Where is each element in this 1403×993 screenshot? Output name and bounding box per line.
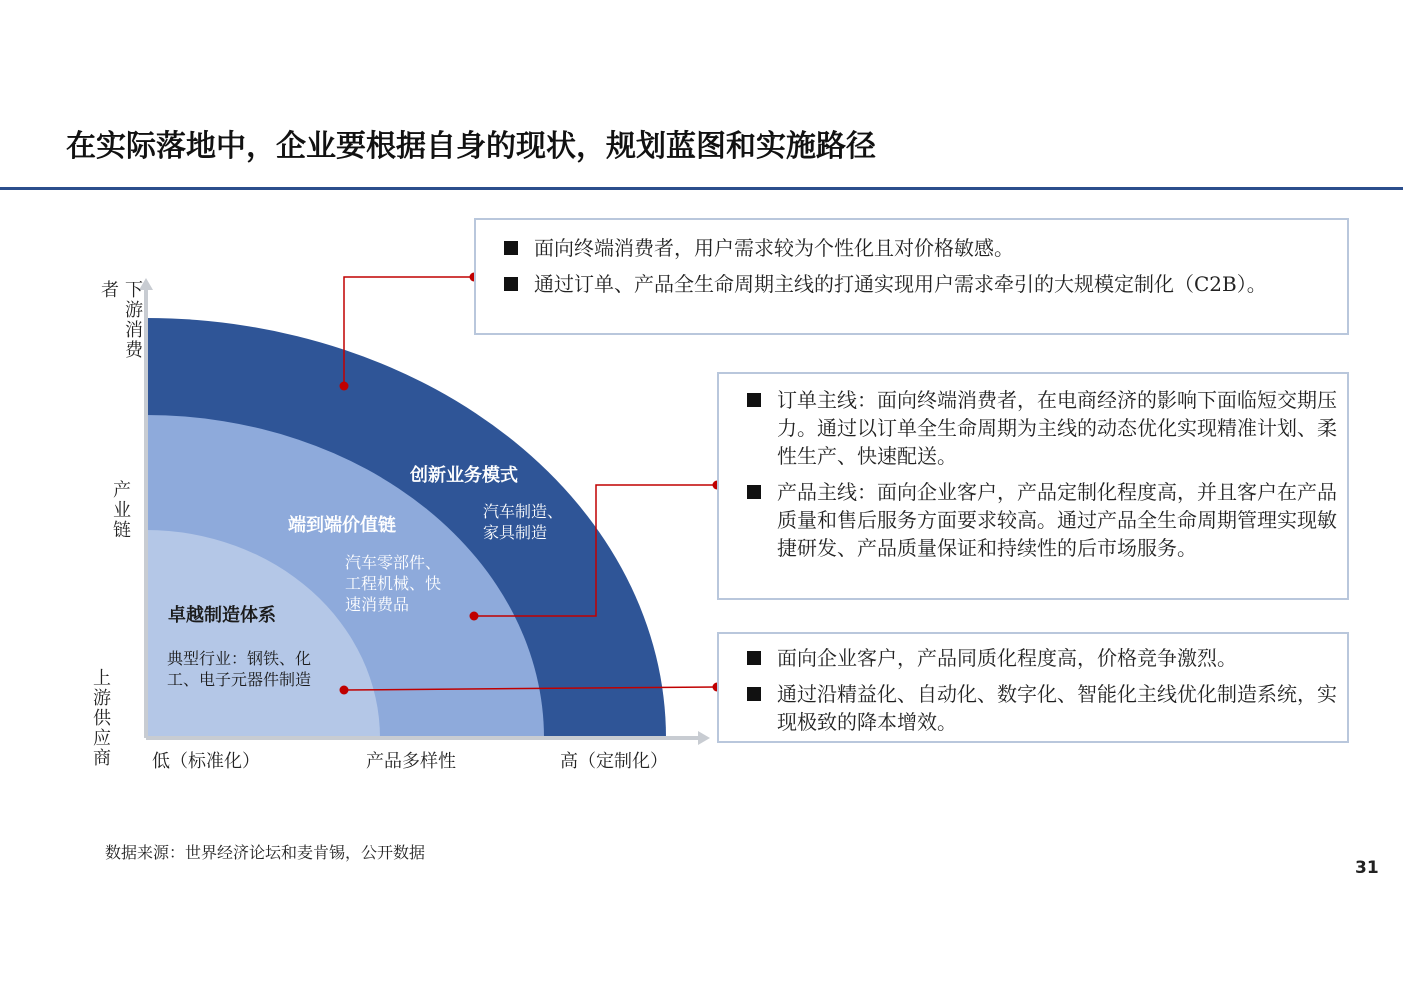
callout-box-top (474, 218, 1349, 335)
callout-bottom-item: 通过沿精益化、自动化、数字化、智能化主线优化制造系统，实现极致的降本增效。 (745, 680, 1339, 736)
connector-dot (470, 612, 479, 621)
y-axis-top-label: 下游消费者 (98, 280, 143, 360)
x-axis-low-label: 低（标准化） (152, 751, 260, 772)
middle-layer-desc: 汽车零部件、 工程机械、快 速消费品 (345, 553, 442, 614)
inner-layer-desc: 典型行业：钢铁、化 工、电子元器件制造 (167, 649, 312, 689)
x-axis-high-label: 高（定制化） (560, 751, 668, 772)
callout-box-bottom (717, 632, 1349, 743)
callout-bottom-item: 面向企业客户，产品同质化程度高，价格竞争激烈。 (745, 644, 1339, 672)
callout-middle-item: 产品主线：面向企业客户，产品定制化程度高，并且客户在产品质量和售后服务方面要求较高。通过产品全生命周期管理实现敏捷研发、产品质量保证和持续性的后市场服务。 (745, 478, 1347, 562)
page-title: 在实际落地中，企业要根据自身的现状，规划蓝图和实施路径 (66, 129, 876, 164)
callout-box-middle (717, 372, 1349, 600)
callout-middle-item: 订单主线：面向终端消费者，在电商经济的影响下面临短交期压力。通过以订单全生命周期为主线的动态优化实现精准计划、柔性生产、快速配送。 (745, 386, 1347, 470)
callout-top-item: 面向终端消费者，用户需求较为个性化且对价格敏感。 (502, 234, 1327, 262)
callout-top-item: 通过订单、产品全生命周期主线的打通实现用户需求牵引的大规模定制化（C2B）。 (502, 270, 1327, 298)
connector-dot (340, 382, 349, 391)
y-axis-middle-label: 产业链 (110, 480, 131, 540)
y-axis-bottom-label: 上游供应商 (90, 668, 111, 768)
outer-layer-desc: 汽车制造、 家具制造 (483, 502, 564, 542)
data-source-note: 数据来源：世界经济论坛和麦肯锡，公开数据 (105, 843, 426, 862)
x-axis-arrow (698, 731, 710, 745)
middle-layer-title: 端到端价值链 (288, 515, 396, 536)
inner-layer-title: 卓越制造体系 (168, 605, 276, 626)
outer-layer-title: 创新业务模式 (410, 465, 518, 486)
page-number: 31 (1355, 858, 1379, 878)
x-axis-title: 产品多样性 (366, 751, 456, 772)
connector-dot (340, 686, 349, 695)
